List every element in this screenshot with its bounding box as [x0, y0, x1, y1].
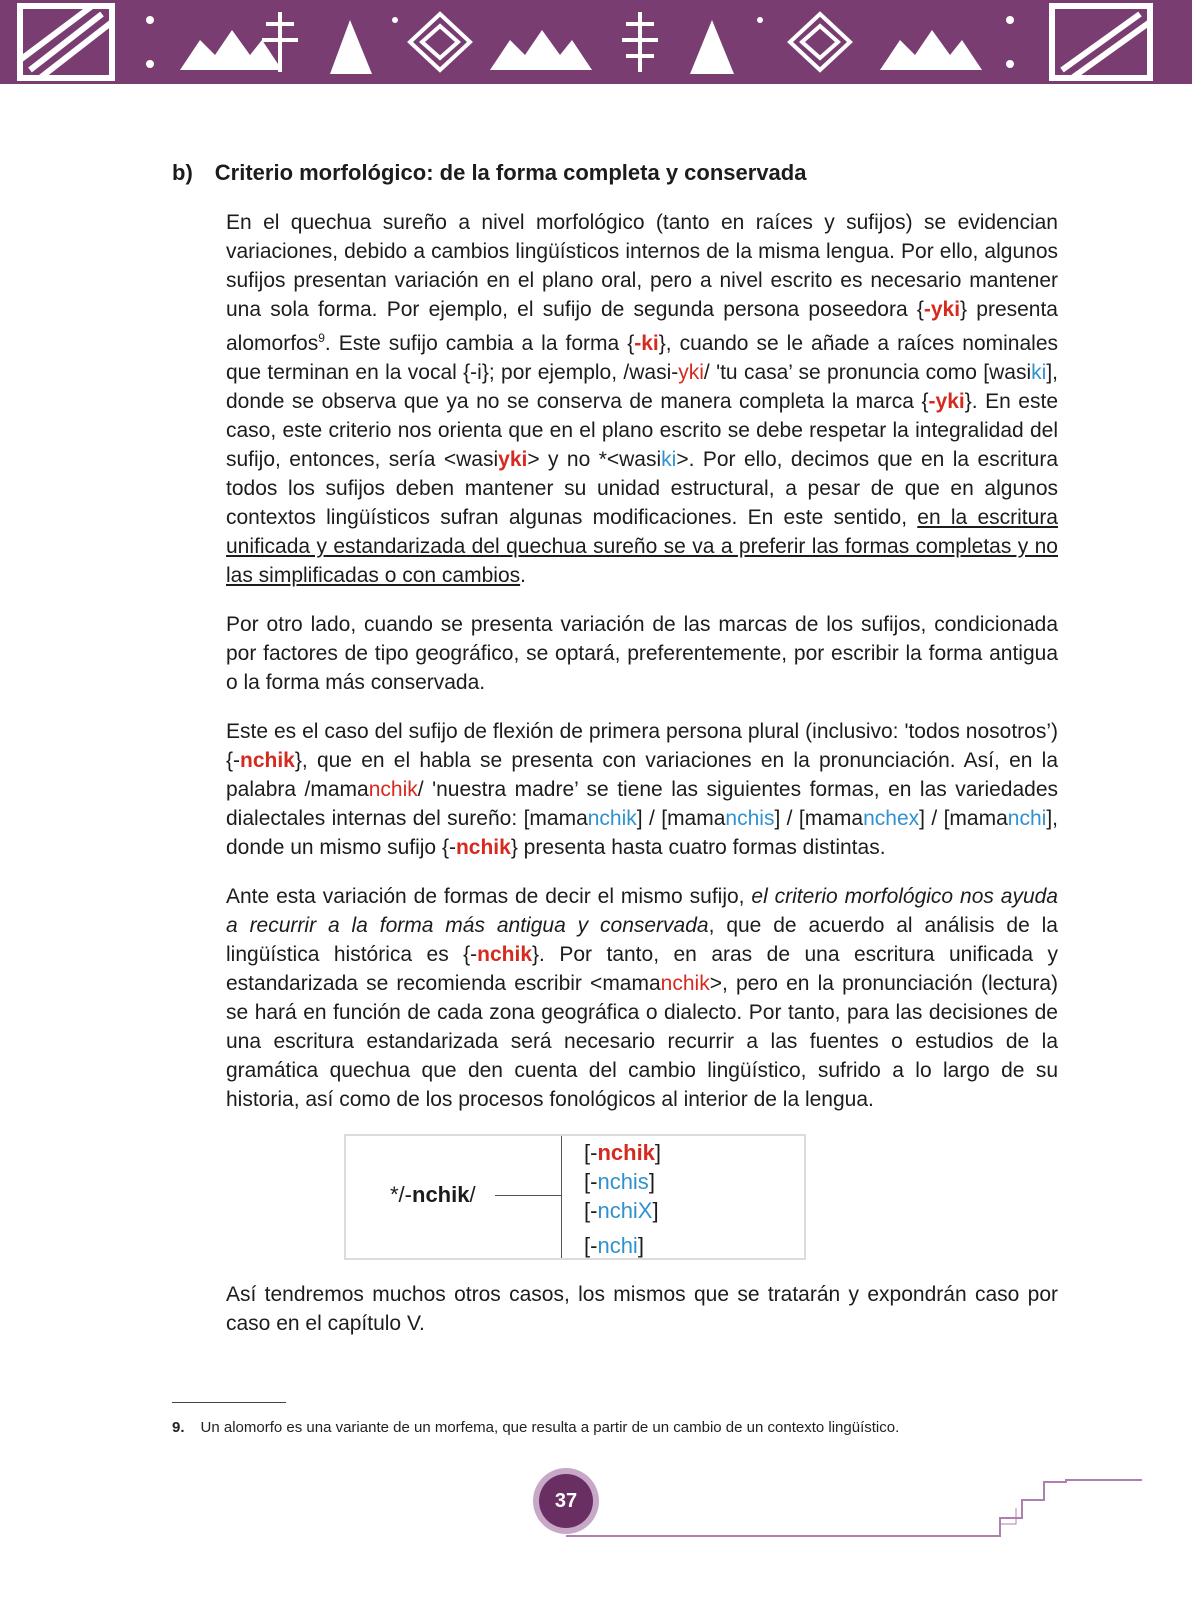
- text-run: .: [520, 564, 526, 587]
- proto-form: [390, 1182, 476, 1208]
- variant-dialect: nchi: [597, 1233, 638, 1258]
- variant-dialect: nchiX: [597, 1198, 653, 1223]
- text-run: } presenta hasta cuatro formas distintas.: [510, 836, 886, 859]
- suffix-variation-diagram: [344, 1134, 806, 1260]
- variant-highlight: nchis: [725, 807, 775, 830]
- footnote-divider: [172, 1402, 286, 1403]
- suffix-highlight: -ki: [634, 332, 659, 355]
- bracket-open: [-: [584, 1198, 598, 1223]
- variant-highlight: nchik: [587, 807, 637, 830]
- variant-highlight: nchex: [863, 807, 920, 830]
- text-run: > y no *<wasi: [527, 448, 662, 471]
- text-run: } presenta alomorfos: [226, 298, 1058, 355]
- text-run: ] / [mama: [636, 807, 726, 830]
- bracket-close: ]: [652, 1198, 659, 1223]
- suffix-highlight: nchik: [368, 778, 418, 801]
- text-run: / 'tu casa’ se pronuncia como [wasi: [703, 361, 1032, 384]
- text-run: Este es el caso del sufijo de flexión de primera persona plural (inclusivo: 'todos nosotros’) {-: [226, 720, 1058, 772]
- text-run: Ante esta variación de formas de decir el mismo sufijo,: [226, 885, 752, 908]
- variant-form: [584, 1196, 661, 1225]
- text-run: >. Por ello, decimos que en la escritura todos los sufijos deben mantener su unidad estructural, a pesar de que en algunos contextos lingüísticos sufran algunas modificaciones. En este sentido,: [226, 448, 1059, 529]
- paragraph-4: [226, 882, 1058, 1114]
- suffix-highlight: yki: [678, 361, 704, 384]
- text-run: . Este sufijo cambia a la forma {: [324, 332, 635, 355]
- bracket-close: ]: [637, 1233, 644, 1258]
- variant-form: [584, 1231, 661, 1260]
- text-run: }. Por tanto, en aras de una escritura unificada y estandarizada se recomienda escribir <mama: [226, 943, 1058, 995]
- bracket-open: [-: [584, 1169, 598, 1194]
- textile-banner: [0, 0, 1192, 84]
- proto-suffix: nchik: [412, 1182, 470, 1207]
- bracket-close: ]: [654, 1140, 662, 1165]
- text-run: >, pero en la pronunciación (lectura) se hará en función de cada zona geográfica o dialecto. Por tanto, para las decisiones de una escritura estandarizada será necesario recurrir a las fuentes o estudios de la gramática quechua que den cuenta del cambio lingüístico, sufrido a lo largo de su historia, así como de los procesos fonológicos al interior de la lengua.: [226, 972, 1058, 1111]
- suffix-highlight: nchik: [240, 749, 295, 772]
- footnote-text: Un alomorfo es una variante de un morfema, que resulta a partir de un cambio de un contexto lingüístico.: [200, 1419, 900, 1436]
- text-run: , que de acuerdo al análisis de la lingüística histórica es {-: [226, 914, 1058, 966]
- variant-forms: [584, 1138, 661, 1260]
- bracket-line: [561, 1136, 562, 1258]
- variant-highlight: ki: [1031, 361, 1047, 384]
- bracket-open: [-: [584, 1233, 598, 1258]
- proto-close: /: [469, 1182, 476, 1207]
- suffix-highlight: -yki: [928, 390, 965, 413]
- text-run: / 'nuestra madre’ se tiene las siguientes formas, en las variedades dialectales internas del sureño: [mama: [226, 778, 1059, 830]
- main-content: [172, 160, 1058, 1358]
- paragraph-1: [226, 208, 1058, 590]
- suffix-highlight: nchik: [455, 836, 511, 859]
- variant-form: [584, 1138, 661, 1167]
- section-label: b): [172, 160, 193, 185]
- suffix-highlight: yki: [498, 448, 528, 471]
- text-run: ] / [mama: [774, 807, 864, 830]
- italic-text: el criterio morfológico nos ayuda a recurrir a la forma más antigua y conservada: [226, 885, 1058, 937]
- text-run: }, que en el habla se presenta con variaciones en la pronunciación. Así, en la palabra /mama: [226, 749, 1058, 801]
- section-body: [226, 208, 1058, 1114]
- section-heading: [172, 160, 1058, 186]
- connector-line: [495, 1195, 561, 1196]
- text-run: }, cuando se le añade a raíces nominales que terminan en la vocal {-i}; por ejemplo, /wasi-: [226, 332, 1059, 384]
- variant-dialect: nchis: [597, 1169, 649, 1194]
- suffix-highlight: nchik: [477, 943, 533, 966]
- underlined-text: en la escritura unificada y estandarizada del quechua sureño se va a preferir las formas completas y no las simplificadas o con cambios: [226, 506, 1058, 587]
- text-run: ], donde un mismo sufijo {-: [226, 807, 1058, 859]
- paragraph-2: Por otro lado, cuando se presenta variación de las marcas de los sufijos, condicionada por factores de tipo geográfico, se optará, preferentemente, por escribir la forma antigua o la forma más conservada.: [226, 613, 1058, 694]
- bracket-close: ]: [648, 1169, 655, 1194]
- footnote-number: 9.: [172, 1419, 185, 1436]
- footnote-ref: 9: [318, 331, 325, 345]
- text-run: ], donde se observa que ya no se conserva de manera completa la marca {: [226, 361, 1058, 413]
- variant-form: [584, 1167, 661, 1196]
- text-run: En el quechua sureño a nivel morfológico (tanto en raíces y sufijos) se evidencian variaciones, debido a cambios lingüísticos internos de la misma lengua. Por ello, algunos sufijos presentan variación en el plano oral, pero a nivel escrito es necesario mantener una sola forma. Por ejemplo, el sufijo de segunda persona poseedora {: [226, 211, 1058, 321]
- variant-standard: nchik: [597, 1140, 655, 1165]
- paragraph-5: Así tendremos muchos otros casos, los mismos que se tratarán y expondrán caso por caso en el capítulo V.: [226, 1283, 1058, 1335]
- textile-pattern-icon: [0, 0, 1192, 84]
- closing-body: [226, 1280, 1058, 1338]
- page-number: 37: [539, 1474, 593, 1528]
- paragraph-3: [226, 717, 1058, 862]
- proto-prefix: */-: [390, 1182, 412, 1207]
- text-run: ] / [mama: [919, 807, 1008, 830]
- footnote: [172, 1419, 899, 1436]
- page-number-badge: [533, 1468, 599, 1534]
- variant-highlight: nchi: [1007, 807, 1047, 830]
- bracket-open: [-: [584, 1140, 598, 1165]
- section-title: Criterio morfológico: de la forma completa y conservada: [214, 160, 807, 185]
- suffix-highlight: nchik: [660, 972, 710, 995]
- suffix-highlight: -yki: [923, 298, 961, 321]
- text-run: }. En este caso, este criterio nos orienta que en el plano escrito se debe respetar la integralidad del sufijo, entonces, sería <wasi: [226, 390, 1058, 471]
- variant-highlight: ki: [661, 448, 677, 471]
